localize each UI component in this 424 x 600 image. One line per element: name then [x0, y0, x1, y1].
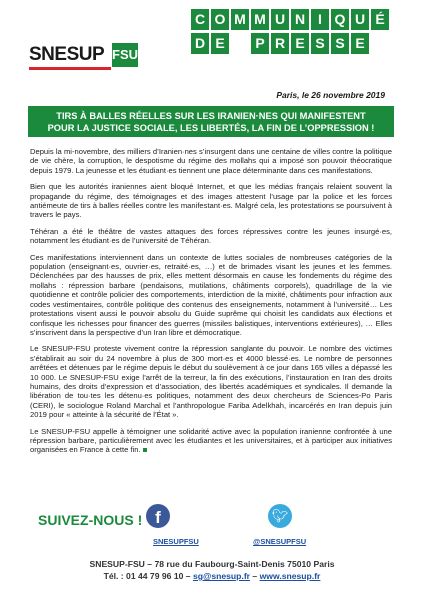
paragraph-3: Téhéran a été le théâtre de vastes attaques des forces répressives contre les jeunes insurgé·es, notamment les étudiant·es de l’université de Téhéran.	[30, 226, 392, 246]
headline-line-1: TIRS À BALLES RÉELLES SUR LES IRANIEN·NES QUI MANIFESTENT	[56, 111, 366, 121]
title-letter-tile: D	[191, 33, 209, 54]
title-letter-tile: N	[291, 9, 309, 30]
title-letter-tile: É	[371, 9, 389, 30]
paragraph-6	[30, 427, 392, 455]
footer-email-link[interactable]: sg@snesup.fr	[192, 571, 251, 581]
paragraph-4: Ces manifestations interviennent dans un contexte de luttes sociales de nombreuses catégories de la population (enseignant·es, ouvrier·es, retraité·es, …) et de brimades visant les jeunes et les femmes. Déclenchées par des hausses de prix, elles mettent désormais en cause les fondements du régime des mollahs : répression barbare (pendaisons, mutilations, châtiments corporels), quadrillage de la vie quotidienne et contrôle policier des comportements, interdiction de la mixité, châtiments pour infraction aux codes vestimentaires, contrôle politique des contenus des enseignements, notamment à l’université… Les protestations visent aussi le pouvoir absolu du Guide suprême qui choisit les candidats aux élections et confisque les richesses pour financer des guerres (missiles balistiques, interventions extérieures), … Elles s’inscrivent dans la perspective d’un Iran libre et démocratique.	[30, 252, 392, 337]
title-letter-tile: U	[271, 9, 289, 30]
footer-website-link[interactable]: www.snesup.fr	[259, 571, 321, 581]
paragraph-6-text: Le SNESUP-FSU appelle à témoigner une solidarité active avec la population iranienne confrontée à une répression barbare, particulièrement avec les étudiantes et les universitaires, et à participer aux initiatives organisées en France à cette fin.	[30, 426, 392, 455]
logo-underline	[29, 67, 111, 70]
paragraph-5: Le SNESUP-FSU proteste vivement contre la répression sanglante du pouvoir. Le nombre des victimes s’établirait au soir du 24 novembre à plus de 300 mort·es et 4000 blessé·es. Le nombre de personnes arrêtées et détenues par le régime depuis le début du soulèvement à ce jour dans 165 villes a dépassé les 10 000. Le SNESUP-FSU exige l’arrêt de la terreur, la fin des exécutions, l’instauration en Iran des droits humains, des droits d’expression et d’association, des libertés académiques et syndicales. Il demande la libération de tou·tes les détenu·es politiques, notamment des deux chercheurs de Sciences-Po Paris (CERI), le sociologue Roland Marchal et l’anthropologue Fariba Adelkhah, incarcérés en Iran depuis juin 2019 pour « atteinte à la sécurité de l’État ».	[30, 344, 392, 420]
headline-banner	[28, 106, 394, 137]
end-bullet	[143, 448, 147, 452]
title-letter-tile: R	[271, 33, 289, 54]
paragraph-1: Depuis la mi-novembre, des milliers d’Iranien·nes s’insurgent dans une centaine de villes contre la politique de vie chère, la corruption, le despotisme du régime des mollahs qui a imposé son pouvoir théocratique depuis 1979. La jeunesse et les étudiant·es tiennent une place déterminante dans ces manifestations.	[30, 147, 392, 175]
logo-fsu-badge: FSU	[112, 43, 138, 67]
facebook-link[interactable]: SNESUPFSU	[153, 537, 199, 546]
paragraph-2: Bien que les autorités iraniennes aient bloqué Internet, et que les médias français relaient souvent la propagande du régime, des témoignages et des images attestent l’usage par la police et les forces antiémeute de tirs à balles réelles contre les manifestant·es. Malgré cela, les protestations se poursuivent à travers le pays.	[30, 182, 392, 220]
title-letter-tile: O	[211, 9, 229, 30]
footer-contact	[0, 571, 424, 581]
title-letter-tile: S	[311, 33, 329, 54]
twitter-link[interactable]: @SNESUPFSU	[253, 537, 307, 546]
title-letter-tile: Q	[331, 9, 349, 30]
title-letter-tile: E	[291, 33, 309, 54]
twitter-icon[interactable]: 🐦︎	[268, 504, 292, 528]
article-body	[30, 147, 392, 462]
footer-address: SNESUP-FSU – 78 rue du Faubourg-Saint-Denis 75010 Paris	[89, 559, 335, 569]
facebook-icon[interactable]: f	[146, 504, 170, 528]
headline-line-2: POUR LA JUSTICE SOCIALE, LES LIBERTÉS, LA FIN DE L’OPPRESSION !	[47, 123, 375, 133]
title-letter-tile: P	[251, 33, 269, 54]
footer-separator: –	[252, 571, 258, 581]
title-letter-tile: I	[311, 9, 329, 30]
title-letter-tile: S	[331, 33, 349, 54]
press-release-date: Paris, le 26 novembre 2019	[276, 90, 385, 100]
title-letter-tile: E	[351, 33, 369, 54]
title-letter-tile: C	[191, 9, 209, 30]
footer-phone: Tél. : 01 44 79 96 10 –	[103, 571, 191, 581]
title-letter-tile: E	[211, 33, 229, 54]
title-letter-tile: M	[231, 9, 249, 30]
snesup-fsu-logo	[29, 40, 139, 78]
logo-snesup-text: SNESUP	[29, 44, 105, 65]
title-letter-tile: M	[251, 9, 269, 30]
follow-us-label: SUIVEZ-NOUS !	[38, 512, 143, 528]
title-letter-tile: U	[351, 9, 369, 30]
